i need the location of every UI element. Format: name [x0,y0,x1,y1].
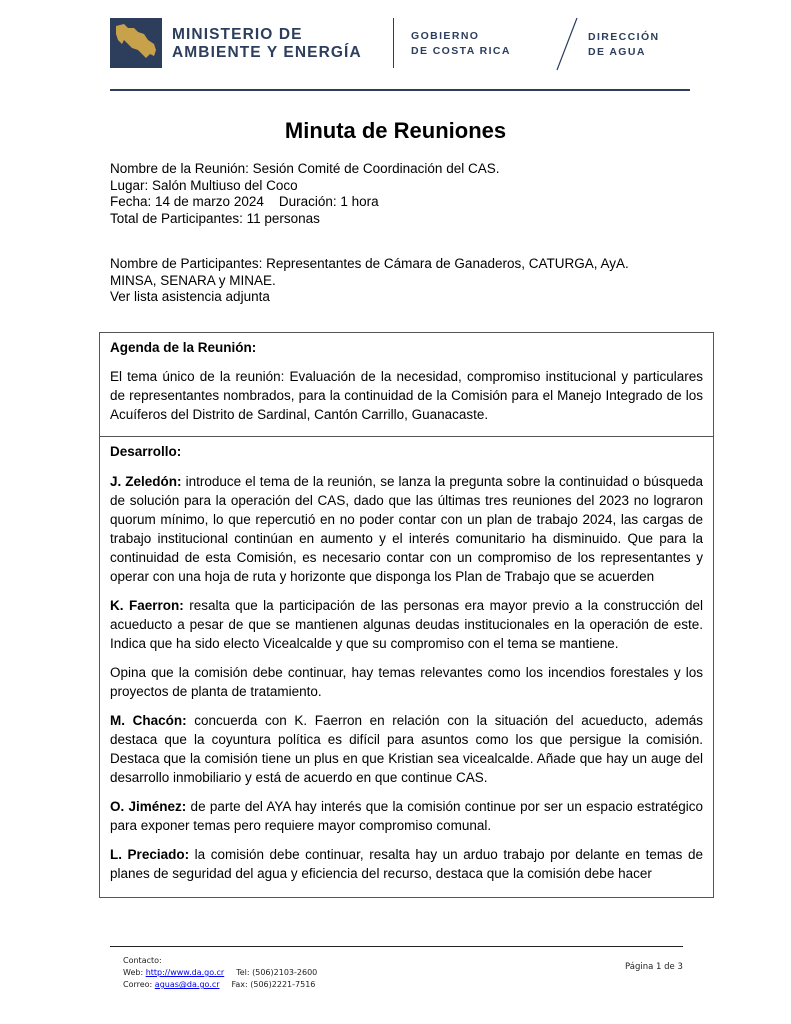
participants-info [110,256,710,306]
contact-footer [123,955,317,991]
ministry-name [172,26,362,62]
fax: Fax: (506)2221-7516 [231,980,316,989]
contact-label: Contacto: [123,956,162,965]
page-number: Página 1 de 3 [625,962,683,972]
email-line [123,979,317,991]
direction-name [588,30,660,60]
minutes-table [99,332,714,898]
participants-line-1: Nombre de Participantes: Representantes de Cámara de Ganaderos, CATURGA, AyA. [110,256,629,271]
development-cell [100,436,713,897]
paragraph-faerron [110,596,703,653]
header-rule [110,89,690,91]
ministry-line-2: AMBIENTE Y ENERGÍA [172,44,362,61]
letterhead [0,0,791,92]
paragraph-text: de parte del AYA hay interés que la comisión continue por ser un espacio estratégico para exponer temas pero requiere mayor compromiso comunal. [110,799,704,833]
email-link[interactable]: aguas@da.go.cr [154,980,220,989]
meeting-place: Lugar: Salón Multiuso del Coco [110,177,298,193]
paragraph-text: Opina que la comisión debe continuar, hay temas relevantes como los incendios forestales y los proyectos de planta de tratamiento. [110,665,703,699]
speaker-name: M. Chacón: [110,713,187,728]
meeting-name: Nombre de la Reunión: Sesión Comité de Coordinación del CAS. [110,161,500,176]
speaker-name: L. Preciado: [110,847,190,862]
ministry-line-1: MINISTERIO DE [172,26,303,43]
speaker-name: O. Jiménez: [110,799,187,814]
dir-line-2: DE AGUA [588,46,646,58]
paragraph-chacon [110,711,703,787]
meeting-date: Fecha: 14 de marzo 2024 Duración: 1 hora [110,194,379,209]
web-link[interactable]: http://www.da.go.cr [145,968,225,977]
document-title: Minuta de Reuniones [284,118,507,143]
agenda-text: El tema único de la reunión: Evaluación de la necesidad, compromiso institucional y particulares de representantes nombrados, para la continuidad de la Comisión para el Manejo Integrado de los Acuíferos del Distrito de Sardinal, Cantón Carrillo, Guanacaste. [110,369,703,422]
speaker-name: K. Faerron: [110,598,184,613]
paragraph-text: introduce el tema de la reunión, se lanza la pregunta sobre la continuidad o búsqueda de solución para la operación del CAS, dado que las últimas tres reuniones del 2023 no lograron quorum mínimo, lo que repercutió en no poder contar con un plan de trabajo 2024, las cargas de trabajo institucional continúan en aumento y el interés comunitario ha disminuido. Que para la continuidad de esta Comisión, es necesario contar con un compromiso de los representantes y operar con una hoja de ruta y horizonte que disponga los Plan de Trabajo que se acuerden [110,474,703,584]
participants-line-2: MINSA, SENARA y MINAE. [110,272,276,288]
attendance-note: Ver lista asistencia adjunta [110,289,270,304]
slash-divider [555,16,579,72]
gov-line-2: DE COSTA RICA [411,45,511,57]
development-heading: Desarrollo: [110,444,182,459]
paragraph-faerron-cont [110,663,703,701]
web-label: Web: [123,968,146,977]
paragraph-preciado [110,845,703,883]
email-label: Correo: [123,980,155,989]
header-divider [393,18,394,68]
paragraph-text: concuerda con K. Faerron en relación con la situación del acueducto, además destaca que la coyuntura política es difícil para asuntos como los que persigue la comisión. Destaca que la comisión tiene un plus en que Kristian sea vicealcalde. Añade que hay un auge del desarrollo inmobiliario y está de acuerdo en que continue CAS. [110,713,703,785]
meeting-info [110,161,710,227]
paragraph-jimenez [110,797,703,835]
costa-rica-map-logo [110,18,162,68]
government-name [411,29,511,59]
paragraph-text: la comisión debe continuar, resalta hay un arduo trabajo por delante en temas de planes de seguridad del agua y eficiencia del recurso, destaca que la comisión debe hacer [110,847,703,881]
paragraph-text: resalta que la participación de las personas era mayor previo a la construcción del acueducto a pesar de que se mantienen algunas deudas institucionales en la operación de este. Indica que ha sido electo Vicealcalde y que su compromiso con el tema se mantiene. [110,598,703,651]
footer-rule [110,946,683,947]
meeting-total: Total de Participantes: 11 personas [110,210,320,226]
paragraph-zeledon [110,472,703,586]
agenda-cell [100,333,713,436]
speaker-name: J. Zeledón: [110,474,182,489]
agenda-heading: Agenda de la Reunión: [110,340,257,355]
phone: Tel: (506)2103-2600 [236,968,318,977]
gov-line-1: GOBIERNO [411,30,480,42]
web-line [123,967,317,979]
dir-line-1: DIRECCIÓN [588,31,660,43]
